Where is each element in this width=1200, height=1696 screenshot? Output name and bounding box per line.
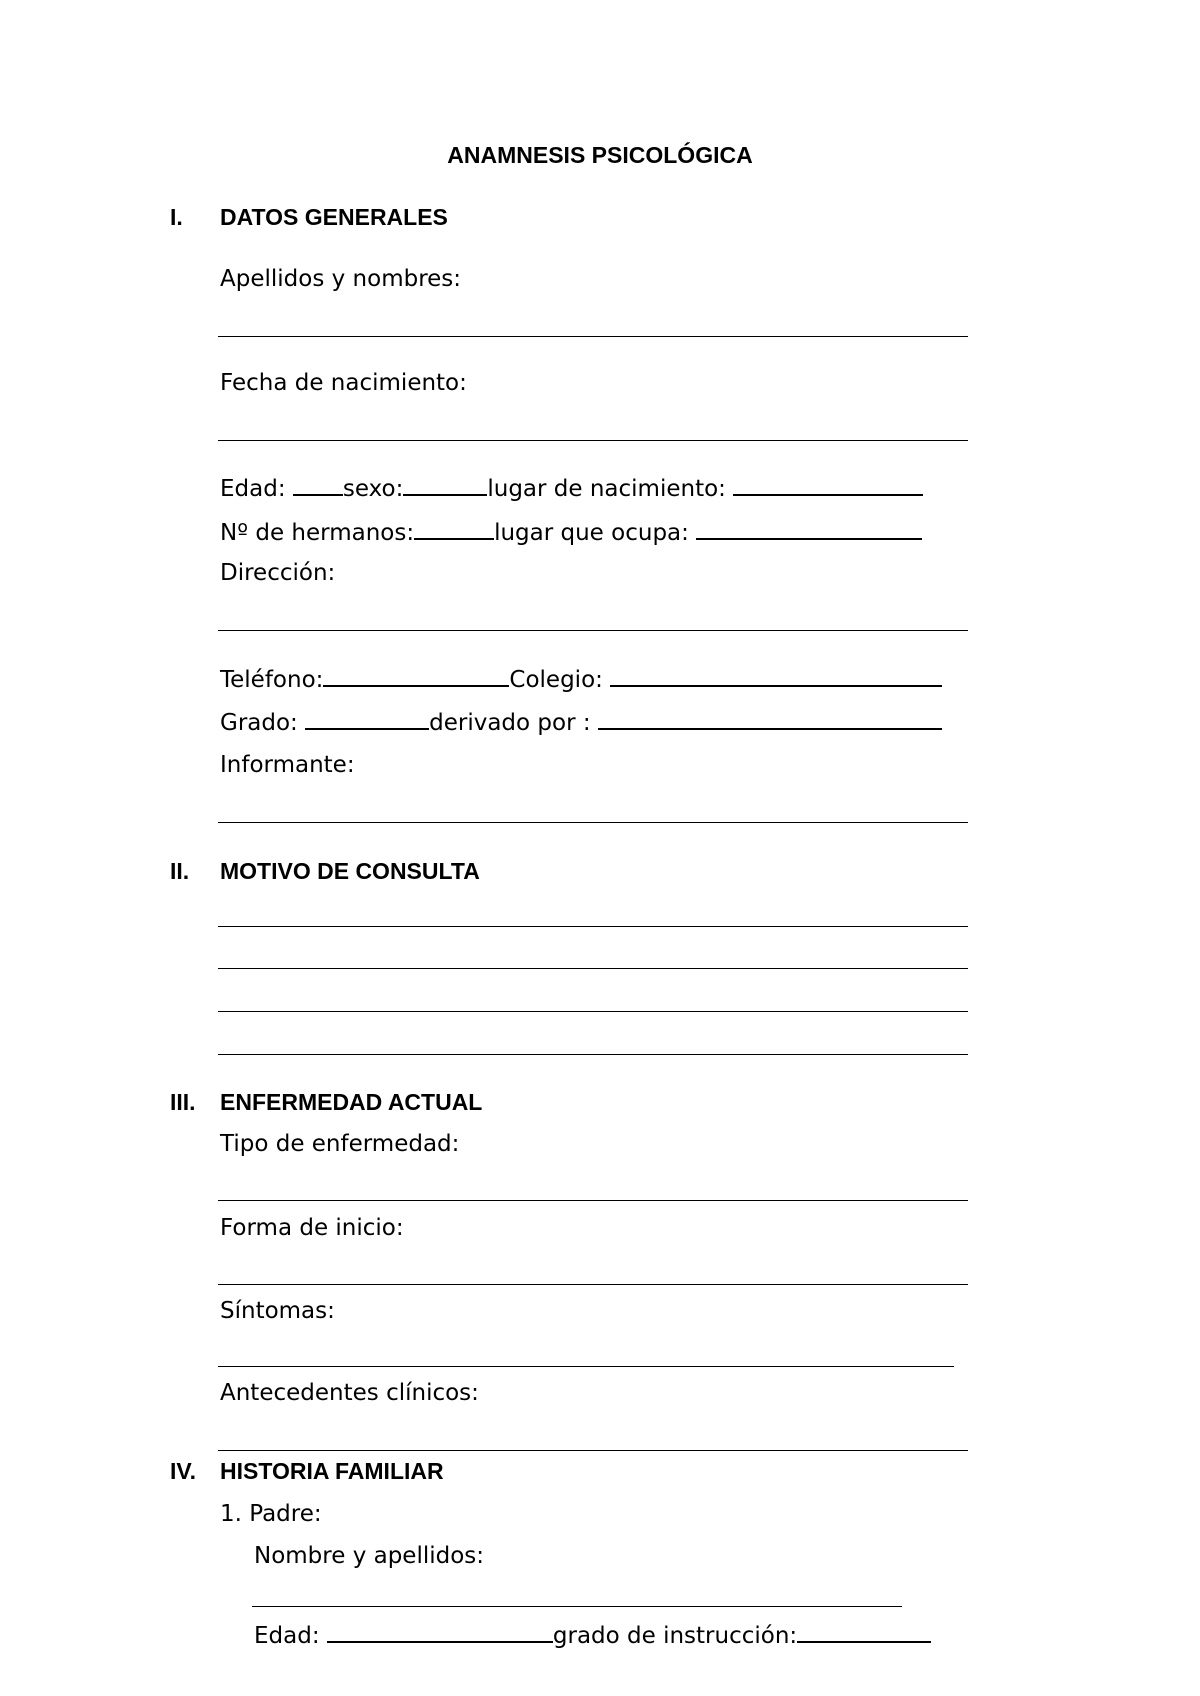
forma-inicio-label: Forma de inicio: [220, 1215, 404, 1241]
derivado-label: derivado por : [429, 710, 598, 736]
lugar-ocupa-blank[interactable] [696, 516, 922, 540]
section-4-number: IV. [170, 1458, 197, 1484]
apellidos-label: Apellidos y nombres: [220, 266, 462, 292]
motivo-line[interactable] [218, 1011, 968, 1012]
lugar-nacimiento-label: lugar de nacimiento: [487, 476, 734, 502]
hermanos-blank[interactable] [414, 516, 494, 540]
motivo-line[interactable] [218, 968, 968, 969]
section-3-title: ENFERMEDAD ACTUAL [220, 1089, 483, 1115]
lugar-nacimiento-blank[interactable] [733, 472, 923, 496]
lugar-ocupa-label: lugar que ocupa: [494, 520, 697, 546]
direccion-line[interactable] [218, 630, 968, 631]
telefono-row [220, 663, 942, 695]
padre-edad-blank[interactable] [327, 1619, 553, 1643]
colegio-label: Colegio: [509, 667, 611, 693]
padre-edad-label: Edad: [254, 1623, 327, 1649]
padre-edad-row [254, 1619, 931, 1651]
section-4-title: HISTORIA FAMILIAR [220, 1458, 444, 1484]
telefono-blank[interactable] [323, 663, 509, 687]
grado-row [220, 706, 942, 738]
colegio-blank[interactable] [610, 663, 942, 687]
informante-line[interactable] [218, 822, 968, 823]
section-2-title: MOTIVO DE CONSULTA [220, 858, 480, 884]
fecha-nacimiento-line[interactable] [218, 440, 968, 441]
padre-nombre-line[interactable] [252, 1606, 902, 1607]
tipo-enfermedad-label: Tipo de enfermedad: [220, 1131, 460, 1157]
hermanos-row [220, 516, 922, 548]
sexo-blank[interactable] [403, 472, 487, 496]
edad-row [220, 472, 923, 504]
sintomas-line[interactable] [218, 1366, 954, 1367]
section-1-title: DATOS GENERALES [220, 204, 448, 230]
grado-label: Grado: [220, 710, 306, 736]
telefono-label: Teléfono: [220, 667, 324, 693]
padre-nombre-label: Nombre y apellidos: [254, 1543, 485, 1569]
antecedentes-label: Antecedentes clínicos: [220, 1380, 479, 1406]
hermanos-label: Nº de hermanos: [220, 520, 415, 546]
motivo-line[interactable] [218, 926, 968, 927]
antecedentes-line[interactable] [218, 1450, 968, 1451]
section-3-number: III. [170, 1089, 196, 1115]
tipo-enfermedad-line[interactable] [218, 1200, 968, 1201]
derivado-blank[interactable] [598, 706, 942, 730]
document-title: ANAMNESIS PSICOLÓGICA [447, 142, 753, 168]
section-2-number: II. [170, 858, 190, 884]
fecha-nacimiento-label: Fecha de nacimiento: [220, 370, 467, 396]
edad-label: Edad: [220, 476, 293, 502]
padre-grado-blank[interactable] [797, 1619, 931, 1643]
padre-label: 1. Padre: [220, 1501, 322, 1527]
edad-blank[interactable] [293, 472, 343, 496]
forma-inicio-line[interactable] [218, 1284, 968, 1285]
sintomas-label: Síntomas: [220, 1298, 335, 1324]
grado-blank[interactable] [305, 706, 429, 730]
motivo-line[interactable] [218, 1054, 968, 1055]
sexo-label: sexo: [342, 476, 404, 502]
apellidos-line[interactable] [218, 336, 968, 337]
padre-grado-label: grado de instrucción: [552, 1623, 798, 1649]
direccion-label: Dirección: [220, 560, 336, 586]
section-1-number: I. [170, 204, 183, 230]
informante-label: Informante: [220, 752, 355, 778]
